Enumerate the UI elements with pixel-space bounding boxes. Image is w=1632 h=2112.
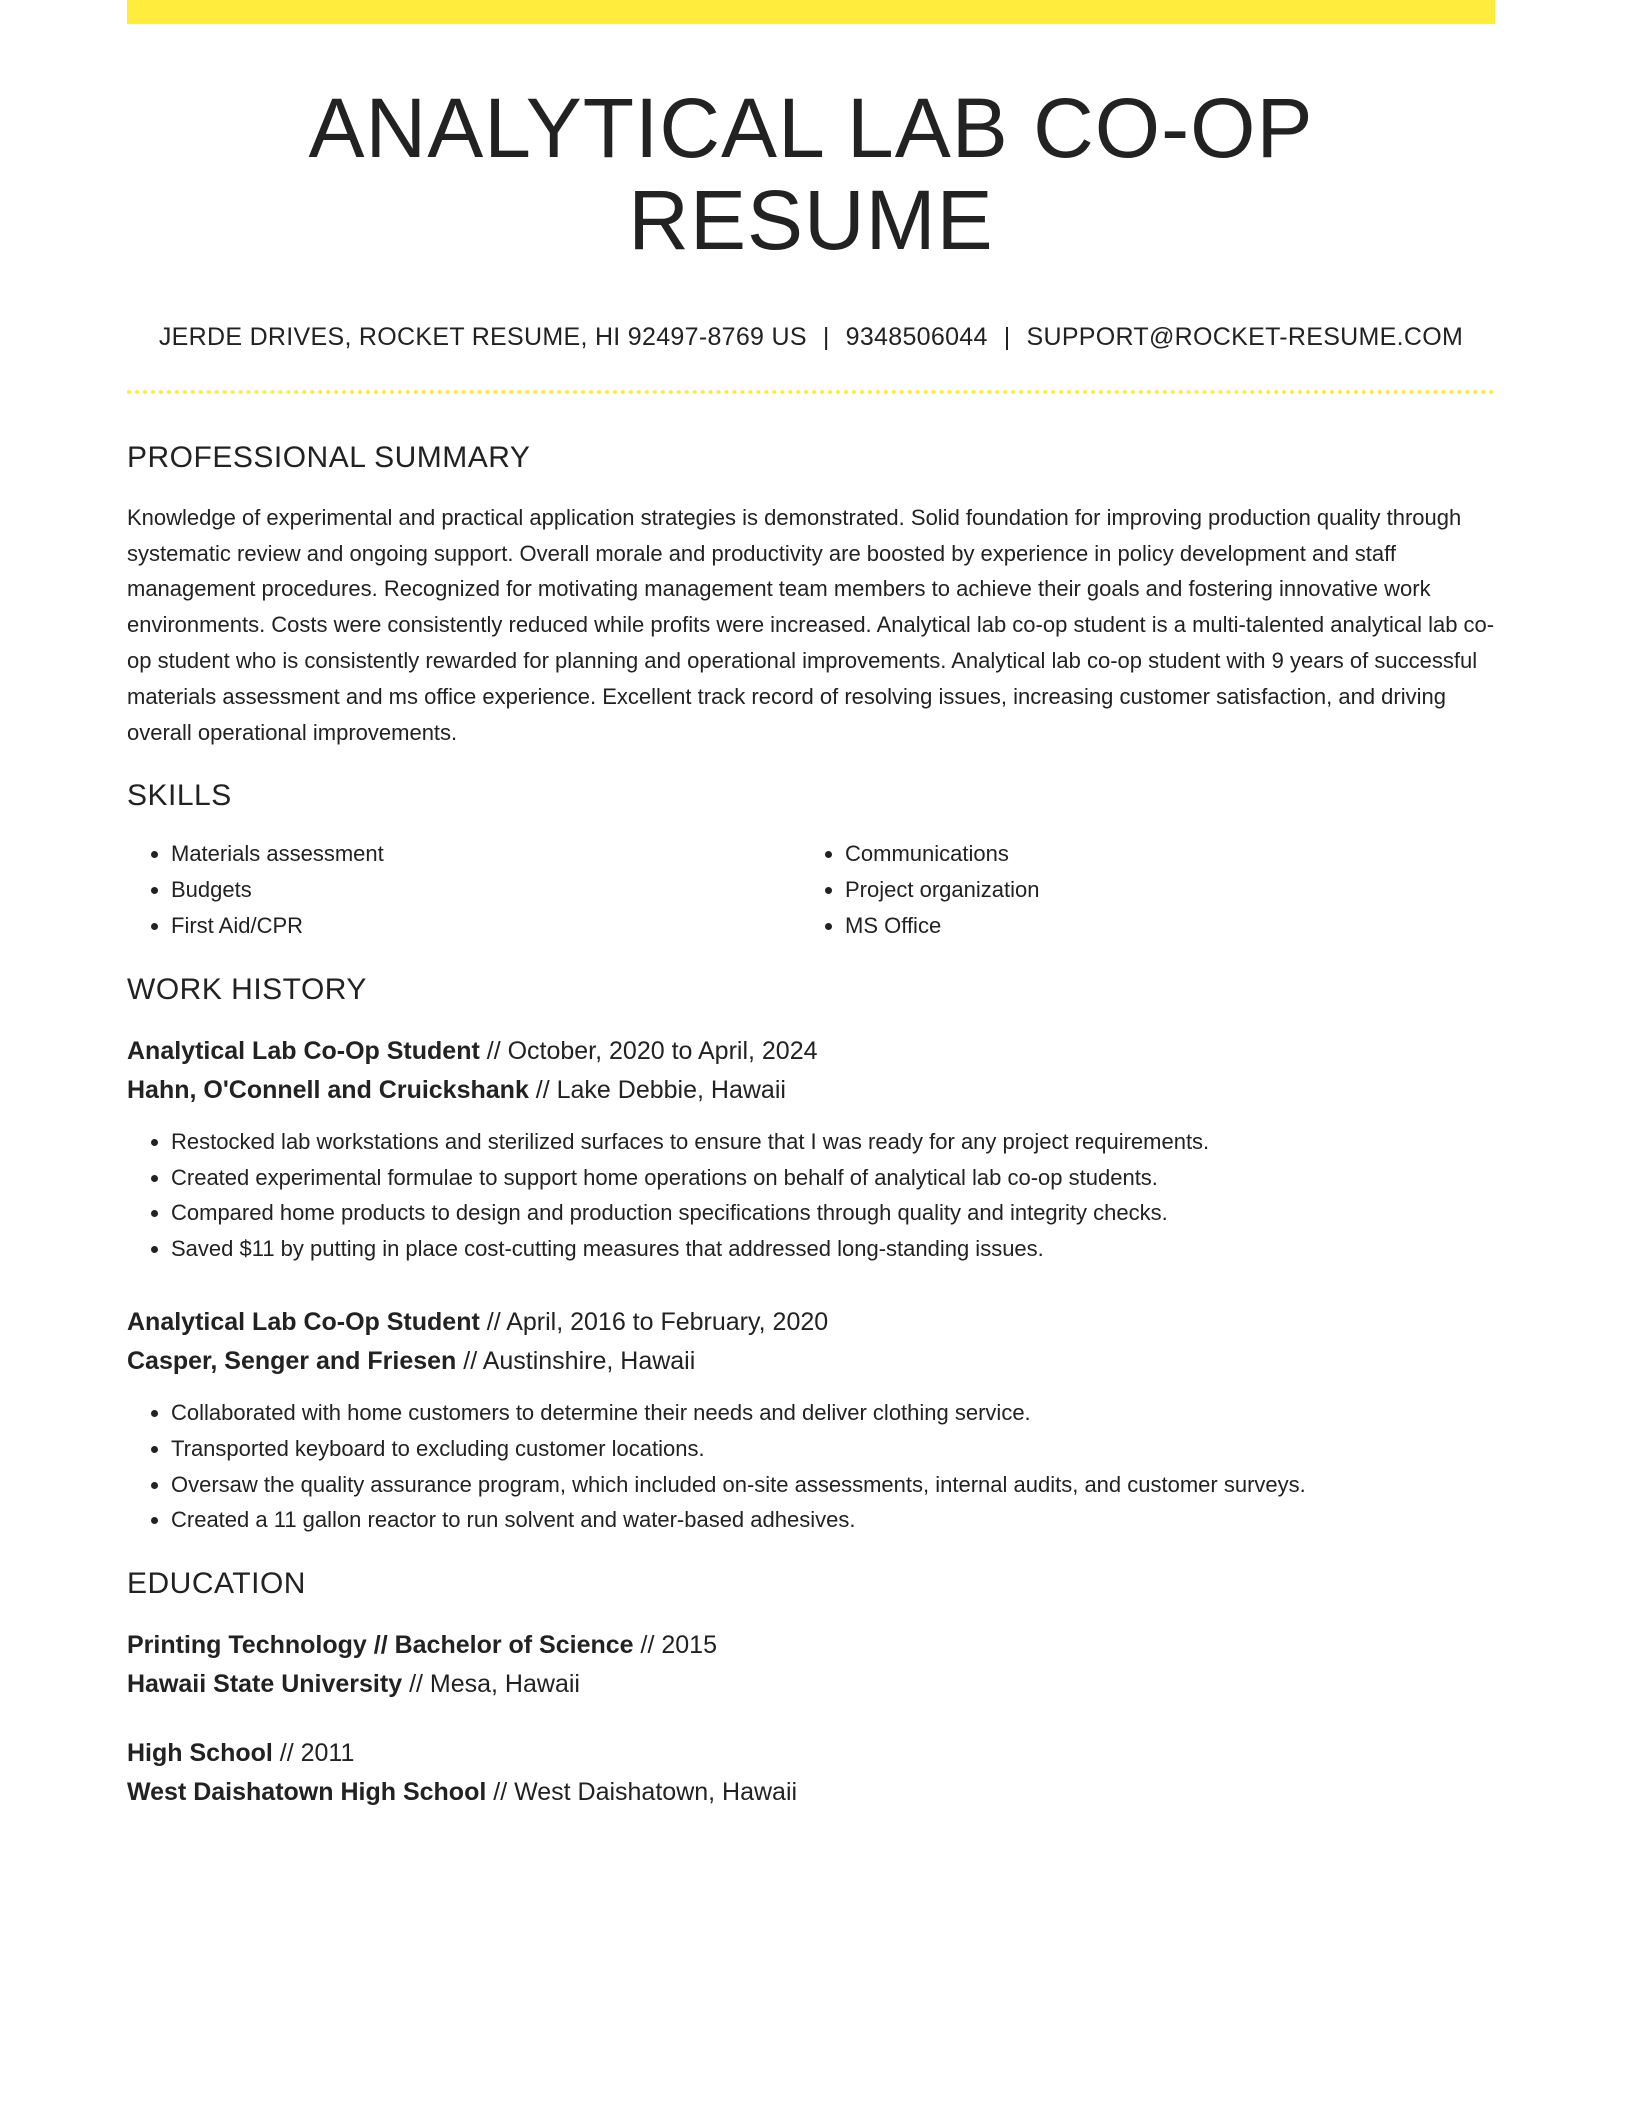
job-dates: // October, 2020 to April, 2024 bbox=[479, 1036, 818, 1065]
education-heading: EDUCATION bbox=[127, 1567, 306, 1601]
job-location: // Lake Debbie, Hawaii bbox=[528, 1075, 786, 1104]
job-title-line bbox=[127, 1032, 1495, 1071]
education-year: // 2015 bbox=[633, 1631, 717, 1660]
skills-heading: SKILLS bbox=[127, 779, 232, 813]
contact-separator: | bbox=[822, 322, 830, 351]
skill-item: • MS Office bbox=[845, 908, 1475, 944]
education-entry bbox=[127, 1734, 1495, 1812]
skill-item: • Project organization bbox=[845, 872, 1475, 908]
education-school: West Daishatown High School bbox=[127, 1778, 487, 1807]
contact-separator: | bbox=[1003, 322, 1011, 351]
job-title: Analytical Lab Co-Op Student bbox=[127, 1036, 480, 1065]
work-history-heading: WORK HISTORY bbox=[127, 972, 367, 1006]
job-bullet: • Oversaw the quality assurance program, which included on-site assessments, internal audits, and customer surveys. bbox=[171, 1467, 1495, 1503]
education-degree: High School bbox=[127, 1739, 273, 1768]
job-dates: // April, 2016 to February, 2020 bbox=[479, 1307, 829, 1336]
skill-item: • Budgets bbox=[171, 872, 801, 908]
summary-heading: PROFESSIONAL SUMMARY bbox=[127, 440, 531, 474]
education-school-line bbox=[127, 1665, 1495, 1704]
job-company-line bbox=[127, 1342, 1495, 1381]
skill-item: • Communications bbox=[845, 836, 1475, 872]
education-school-line bbox=[127, 1773, 1495, 1812]
contact-email: SUPPORT@ROCKET-RESUME.COM bbox=[1026, 322, 1464, 351]
job-bullet: • Created experimental formulae to support home operations on behalf of analytical lab co-op students. bbox=[171, 1160, 1495, 1196]
contact-line bbox=[127, 322, 1495, 351]
job-entry bbox=[127, 1032, 1495, 1267]
job-company: Hahn, O'Connell and Cruickshank bbox=[127, 1075, 529, 1104]
job-bullet: • Created a 11 gallon reactor to run solvent and water-based adhesives. bbox=[171, 1502, 1495, 1538]
education-entry bbox=[127, 1626, 1495, 1704]
job-bullet: • Transported keyboard to excluding customer locations. bbox=[171, 1431, 1495, 1467]
job-company-line bbox=[127, 1071, 1495, 1110]
skills-column-left bbox=[127, 836, 801, 943]
job-company: Casper, Senger and Friesen bbox=[127, 1346, 457, 1375]
job-bullet: • Saved $11 by putting in place cost-cutting measures that addressed long-standing issues. bbox=[171, 1231, 1495, 1267]
job-title: Analytical Lab Co-Op Student bbox=[127, 1307, 480, 1336]
job-title-line bbox=[127, 1303, 1495, 1342]
education-degree: Printing Technology // Bachelor of Science bbox=[127, 1631, 634, 1660]
education-degree-line bbox=[127, 1734, 1495, 1773]
contact-address: JERDE DRIVES, ROCKET RESUME, HI 92497-8769 US bbox=[158, 322, 807, 351]
education-school: Hawaii State University bbox=[127, 1670, 403, 1699]
accent-bar bbox=[127, 0, 1495, 24]
job-bullet: • Compared home products to design and production specifications through quality and integrity checks. bbox=[171, 1195, 1495, 1231]
job-bullets bbox=[127, 1124, 1495, 1267]
skills-column-right bbox=[801, 836, 1475, 943]
job-bullet: • Collaborated with home customers to determine their needs and deliver clothing service. bbox=[171, 1395, 1495, 1431]
dotted-divider bbox=[127, 390, 1495, 394]
skills-list bbox=[127, 836, 1495, 943]
job-bullet: • Restocked lab workstations and sterilized surfaces to ensure that I was ready for any project requirements. bbox=[171, 1124, 1495, 1160]
job-bullets bbox=[127, 1395, 1495, 1538]
education-location: // Mesa, Hawaii bbox=[402, 1670, 580, 1699]
education-year: // 2011 bbox=[272, 1739, 355, 1768]
skill-item: • First Aid/CPR bbox=[171, 908, 801, 944]
resume-page bbox=[127, 0, 1495, 1812]
education-degree-line bbox=[127, 1626, 1495, 1665]
job-location: // Austinshire, Hawaii bbox=[456, 1346, 696, 1375]
resume-title: ANALYTICAL LAB CO-OP RESUME bbox=[308, 81, 1314, 268]
job-entry bbox=[127, 1303, 1495, 1538]
summary-text: Knowledge of experimental and practical application strategies is demonstrated. Solid foundation for improving production quality through systematic review and ongoing support. Overall morale and productivity are boosted by experience in policy development and staff management procedures. Recognized for motivating management team members to achieve their goals and fostering innovative work environments. Costs were consistently reduced while profits were increased. Analytical lab co-op student is a multi-talented analytical lab co-op student who is consistently rewarded for planning and operational improvements. Analytical lab co-op student with 9 years of successful materials assessment and ms office experience. Excellent track record of resolving issues, increasing customer satisfaction, and driving overall operational improvements. bbox=[127, 504, 1495, 745]
education-location: // West Daishatown, Hawaii bbox=[486, 1778, 798, 1807]
contact-phone: 9348506044 bbox=[845, 322, 988, 351]
skill-item: • Materials assessment bbox=[171, 836, 801, 872]
